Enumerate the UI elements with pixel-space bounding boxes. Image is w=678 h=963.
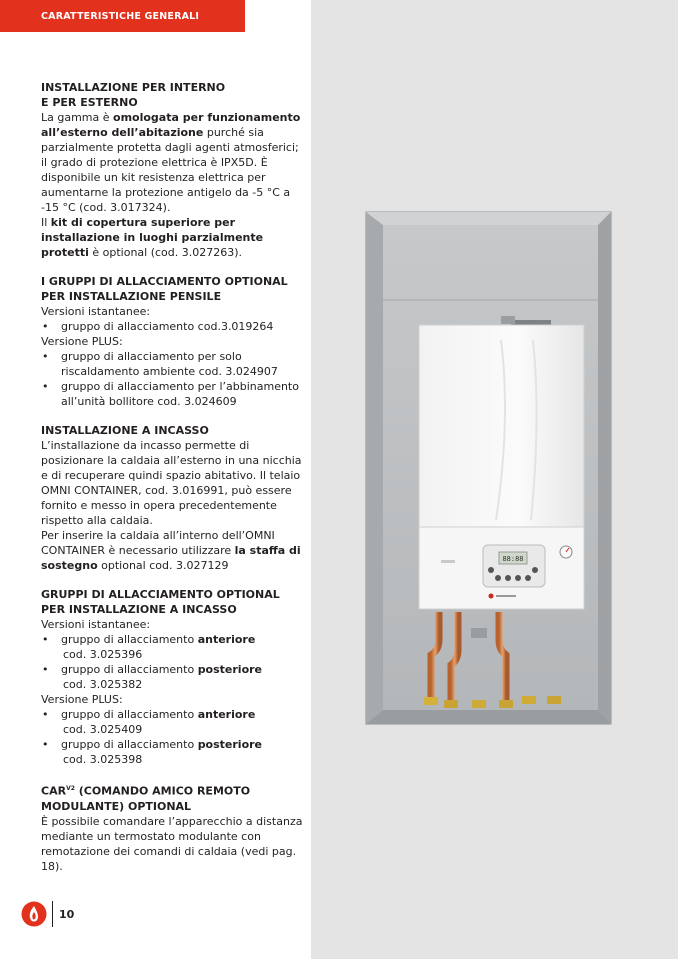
page-number: 10 [59, 907, 75, 921]
item-code: cod. 3.025396 [63, 648, 143, 661]
section-built-in-connection-groups [41, 587, 303, 767]
section-header-bar [0, 0, 245, 32]
text: gruppo di allacciamento [61, 633, 198, 646]
section-header-label: CARATTERISTICHE GENERALI [41, 10, 200, 22]
text: gruppo di allacciamento [61, 663, 198, 676]
section-title [41, 781, 303, 814]
text: gruppo di allacciamento [61, 738, 198, 751]
title-line: I GRUPPI DI ALLACCIAMENTO OPTIONAL [41, 275, 288, 288]
bold-text: anteriore [197, 633, 256, 646]
title-line: GRUPPI DI ALLACCIAMENTO OPTIONAL [41, 588, 280, 601]
text: è optional (cod. 3.027263). [88, 246, 243, 259]
paragraph: L’installazione da incasso permette di posizionare la caldaia all’esterno in una nicchia e di recuperare quindi spazio abitativo. Il telaio OMNI CONTAINER, cod. 3.016991, può essere fornito e messo in opera precedentemente rispetto alla caldaia. [41, 439, 302, 527]
paragraph [41, 215, 303, 260]
bold-text: posteriore [197, 663, 263, 676]
list-item: • gruppo di allacciamento cod.3.019264 [41, 319, 303, 334]
text: Il [41, 216, 51, 229]
footer-divider [52, 901, 53, 927]
subheading: Versione PLUS: [41, 335, 123, 348]
subheading: Versioni istantanee: [41, 305, 151, 318]
title-superscript: V2 [66, 785, 75, 792]
page-footer [21, 899, 74, 929]
item-code: cod. 3.025382 [63, 678, 143, 691]
title-line: MODULANTE) OPTIONAL [41, 799, 192, 813]
section-title [41, 80, 303, 110]
list-item [41, 632, 303, 662]
text: La gamma è [41, 111, 114, 124]
list-item: • gruppo di allacciamento per solo riscaldamento ambiente cod. 3.024907 [41, 349, 303, 379]
text: purché sia parzialmente protetta dagli agenti atmosferici; il grado di protezione elettrica è IPX5D. È disponibile un kit resistenza elettrica per aumentarne la protezione antigelo da -5 °C a -15 °C (cod. 3.017324). [41, 126, 299, 214]
section-remote-control [41, 781, 303, 874]
text: optional cod. 3.027129 [97, 559, 229, 572]
list-item [41, 707, 303, 737]
bold-text: kit di copertura superiore per installazione in luoghi parzialmente protetti [41, 216, 264, 259]
bullet-list [41, 632, 303, 692]
bold-text: posteriore [197, 738, 263, 751]
bullet-list [41, 349, 303, 409]
text: Per inserire la caldaia all’interno dell’OMNI CONTAINER è necessario utilizzare [41, 529, 275, 557]
main-text-column [41, 80, 303, 888]
boiler-cabinet-illustration [311, 0, 678, 959]
paragraph: È possibile comandare l’apparecchio a distanza mediante un termostato modulante con remotazione dei comandi di caldaia (vedi pag. 18). [41, 814, 303, 873]
title-line: PER INSTALLAZIONE A INCASSO [41, 603, 237, 616]
boiler-unit [419, 325, 584, 609]
item-code: cod. 3.025398 [63, 753, 143, 766]
section-wall-connection-groups [41, 274, 303, 409]
title-text: CAR [41, 784, 67, 798]
subheading: Versioni istantanee: [41, 618, 151, 631]
paragraph [41, 528, 303, 573]
list-item: • gruppo di allacciamento per l’abbinamento all’unità bollitore cod. 3.024609 [41, 379, 303, 409]
section-built-in-install [41, 423, 303, 573]
item-code: cod. 3.025409 [63, 723, 143, 736]
subheading: Versione PLUS: [41, 693, 123, 706]
section-title [41, 274, 303, 304]
bold-text: anteriore [197, 708, 256, 721]
list-item [41, 662, 303, 692]
section-indoor-outdoor [41, 80, 303, 260]
bullet-list [41, 707, 303, 767]
display-readout: 88:88 [502, 555, 524, 563]
title-line: PER INSTALLAZIONE PENSILE [41, 290, 222, 303]
paragraph [41, 110, 303, 215]
section-title: INSTALLAZIONE A INCASSO [41, 424, 209, 437]
text: gruppo di allacciamento [61, 708, 198, 721]
list-item [41, 737, 303, 767]
title-text: (COMANDO AMICO REMOTO [74, 784, 251, 798]
bold-text: omologata per funzionamento all’esterno dell’abitazione [41, 111, 301, 139]
section-title [41, 587, 303, 617]
title-line: E PER ESTERNO [41, 96, 138, 109]
bold-text: la staffa di sostegno [41, 544, 301, 572]
brand-mark-icon [489, 594, 494, 599]
title-line: INSTALLAZIONE PER INTERNO [41, 81, 226, 94]
bullet-list [41, 319, 303, 334]
flame-logo-icon [21, 901, 47, 927]
product-image-panel [311, 0, 678, 959]
